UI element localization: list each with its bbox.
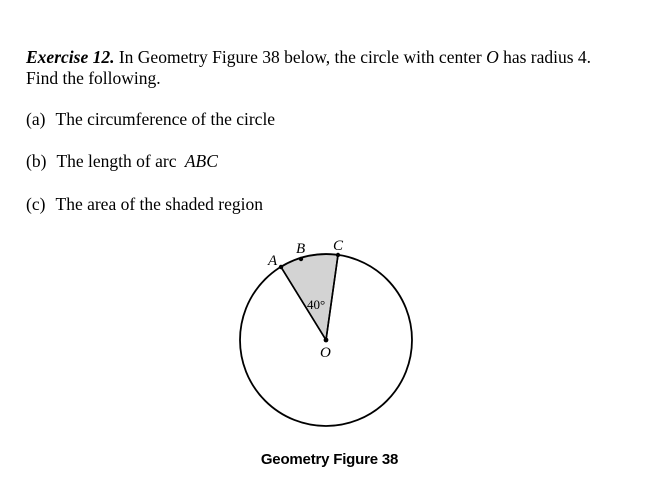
part-c-letter: (c) — [26, 194, 46, 214]
point-c-label: C — [333, 238, 344, 254]
part-b-letter: (b) — [26, 151, 47, 171]
point-o-dot — [324, 338, 329, 343]
exercise-text-part-2: has radius 4. Find the following. — [26, 47, 592, 88]
angle-label: 40° — [307, 297, 326, 312]
part-b-text: The length of arc — [56, 151, 177, 171]
point-o-label: O — [320, 345, 331, 361]
point-a-label: A — [268, 253, 278, 269]
part-b-arc-name: ABC — [184, 151, 218, 171]
point-a-dot — [279, 265, 283, 269]
exercise-label: Exercise 12. — [26, 47, 115, 67]
part-c-text: The area of the shaded region — [55, 194, 263, 214]
point-b-dot — [299, 257, 303, 261]
part-a-text: The circumference of the circle — [55, 109, 276, 129]
exercise-text-part-1: In Geometry Figure 38 below, the circle with center — [114, 47, 487, 67]
figure-caption: Geometry Figure 38 — [260, 451, 399, 468]
center-letter: O — [486, 47, 499, 67]
point-b-label: B — [296, 241, 306, 257]
part-a-letter: (a) — [26, 109, 46, 129]
